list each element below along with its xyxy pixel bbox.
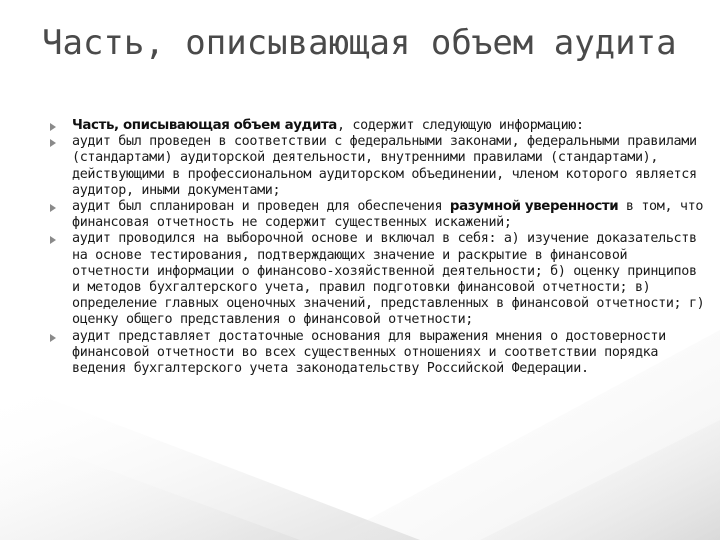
list-item bbox=[50, 199, 705, 231]
triangle-right-icon bbox=[50, 204, 56, 212]
item-text: аудит представляет достаточные основания для выражения мнения о достоверности финансовой отчетности во всех существенных отношениях и соответствии порядка ведения бухгалтерского учета законодательству Российской Федерации. bbox=[72, 328, 666, 377]
item-text: в том, что финансовая отчетность не содержит существенных искажений; bbox=[72, 199, 704, 231]
list-item bbox=[50, 231, 705, 328]
triangle-right-icon bbox=[50, 139, 56, 147]
item-text: аудит был спланирован и проведен для обеспечения bbox=[72, 199, 450, 215]
list-item bbox=[50, 134, 705, 199]
triangle-right-icon bbox=[50, 334, 56, 342]
triangle-right-icon bbox=[50, 123, 56, 131]
item-text: аудит был проведен в соответствии с федеральными законами, федеральными правилами (стандартами) аудиторской деятельности, внутренними правилами (стандартами), действующими в профессиональном аудиторском объединении, членом которого является аудитор, иными документами; bbox=[72, 134, 697, 198]
term-highlight: разумной уверенности bbox=[449, 199, 619, 215]
list-item bbox=[50, 329, 705, 378]
item-text: аудит проводился на выборочной основе и включал в себя: а) изучение доказательств на основе тестирования, подтверждающих значение и раскрытие в финансовой отчетности информации о финансово-хозяйственной деятельности; б) оценку принципов и методов бухгалтерского учета, правил подготовки финансовой отчетности; в) определение главных оценочных значений, представленных в финансовой отчетности; г) оценку общего представления о финансовой отчетности; bbox=[72, 231, 705, 328]
slide-title: Часть, описывающая объем аудита bbox=[42, 23, 677, 63]
bullet-list bbox=[50, 118, 705, 377]
triangle-right-icon bbox=[50, 236, 56, 244]
item-text: , содержит следующую информацию: bbox=[336, 118, 584, 133]
list-item bbox=[50, 118, 705, 134]
term-highlight: Часть, описывающая объем аудита bbox=[72, 118, 337, 133]
